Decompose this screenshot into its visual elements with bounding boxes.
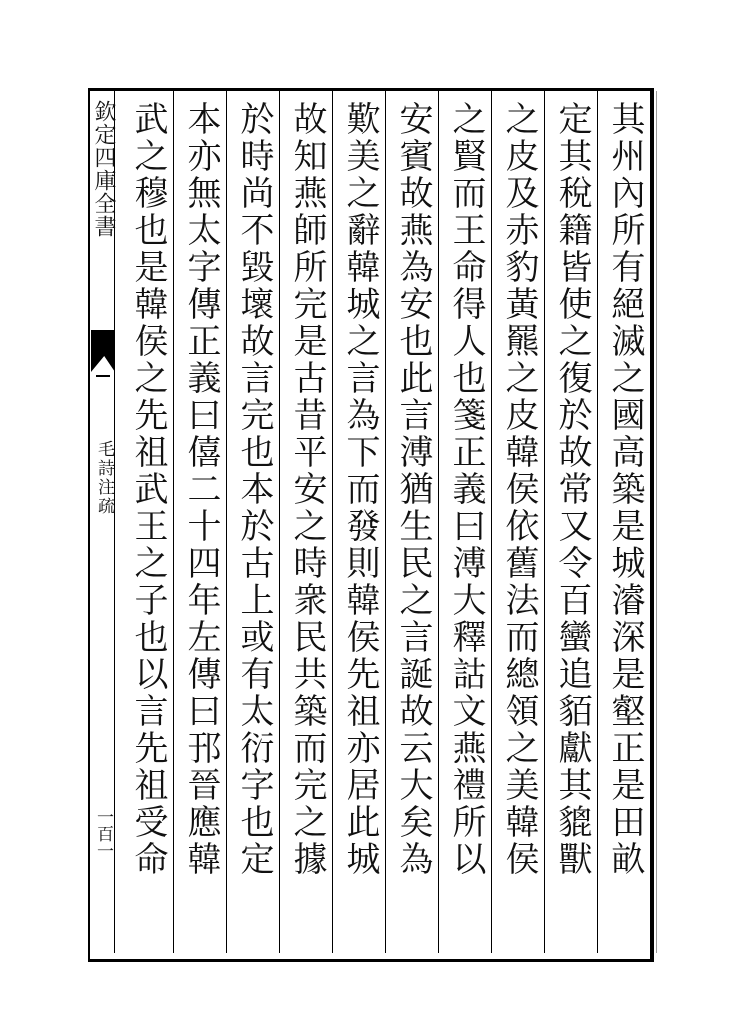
text-column [385, 91, 438, 953]
folio-number: 一百一 [93, 808, 113, 859]
text-column [173, 91, 226, 953]
text-column [491, 91, 544, 953]
text-column [332, 91, 385, 953]
fishtail-bar [96, 375, 110, 377]
text-column [544, 91, 597, 953]
column-text: 之皮及赤豹黃羆之皮韓侯依舊法而總領之美韓侯 [499, 101, 539, 878]
column-text: 安賓故燕為安也此言溥猶生民之言誕故云大矣為 [393, 101, 433, 878]
column-text: 於時尚不毀壞故言完也本於古上或有太衍字也定 [234, 101, 274, 878]
page-edge [656, 91, 657, 953]
text-column [279, 91, 332, 953]
column-text: 歎美之辭韓城之言為下而發則韓侯先祖亦居此城 [340, 101, 380, 878]
column-text: 其州內所有絕滅之國高築是城濬深是壑正是田畝 [605, 101, 645, 878]
column-text: 定其稅籍皆使之復於故常又令百蠻追貊獻其貔獸 [552, 101, 592, 878]
text-column [226, 91, 279, 953]
text-body [116, 91, 650, 953]
column-text: 之賢而王命得人也箋正義曰溥大釋詁文燕禮所以 [446, 101, 486, 878]
column-text: 故知燕師所完是古昔平安之時衆民共築而完之據 [287, 101, 327, 878]
book-name: 毛詩注疏 [94, 440, 114, 516]
text-column [438, 91, 491, 953]
frame-right-rule [650, 88, 654, 959]
text-column [120, 91, 173, 953]
column-text: 本亦無太字傳正義曰僖二十四年左傳曰邘晉應韓 [181, 101, 221, 878]
collection-title: 欽定四庫全書 [91, 100, 116, 238]
column-text: 武之穆也是韓侯之先祖武王之子也以言先祖受命 [128, 101, 168, 878]
text-column [597, 91, 650, 953]
